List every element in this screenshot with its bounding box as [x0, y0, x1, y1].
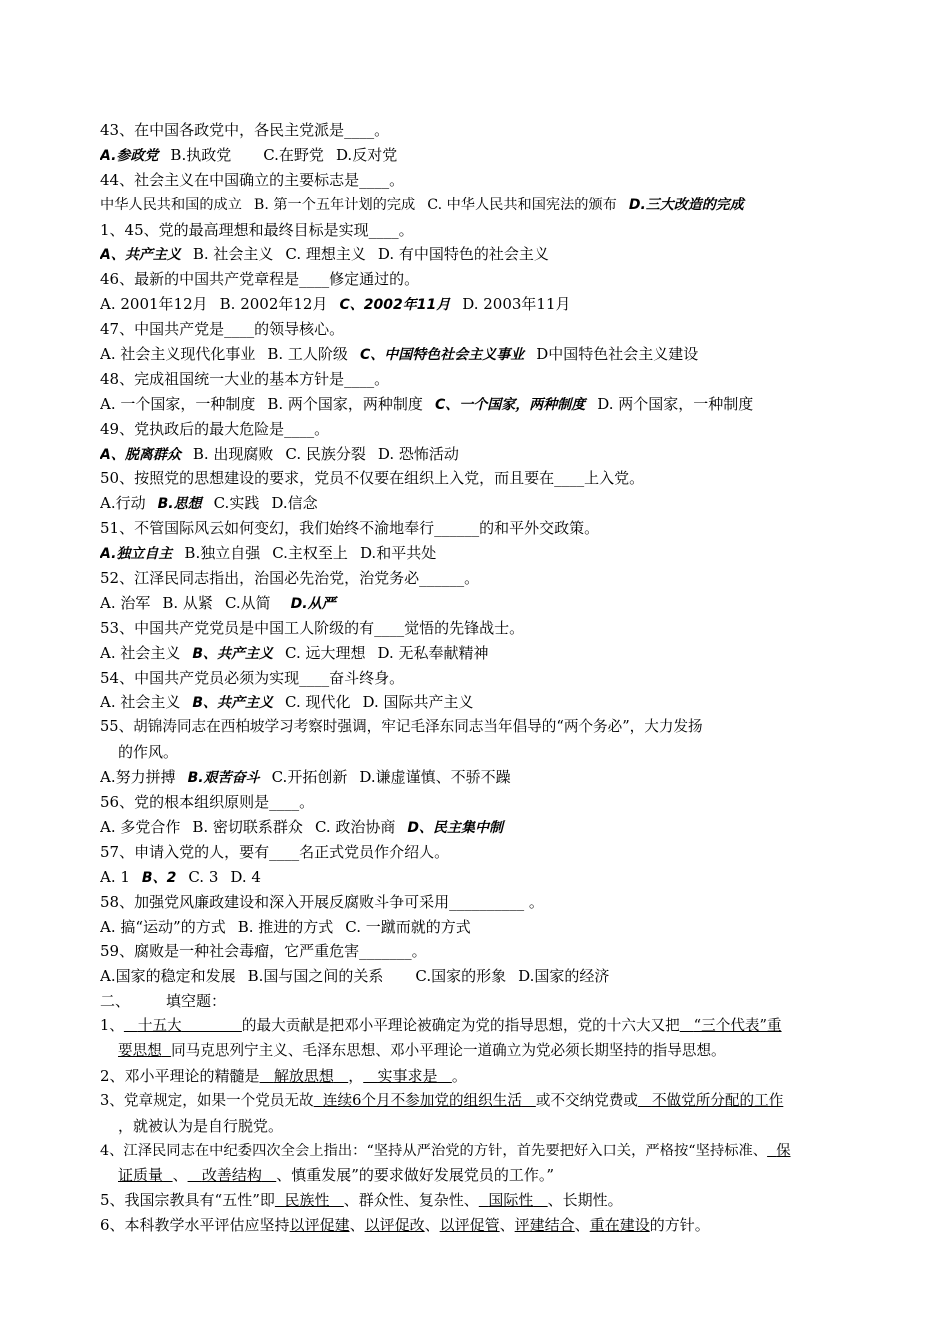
fill-4-cont: [100, 1163, 860, 1188]
option: C. 现代化: [285, 693, 351, 712]
option: D.国家的经济: [518, 967, 610, 986]
fill-answer: [479, 1191, 548, 1209]
options-48: [100, 392, 860, 417]
option: 中华人民共和国的成立: [100, 196, 242, 213]
option: C.国家的形象: [415, 967, 507, 986]
option: B. 推进的方式: [237, 917, 334, 936]
fill-answer-text: 解放思想: [273, 1066, 334, 1085]
fill-text: 的方针。: [649, 1216, 710, 1235]
question-text: 59、腐败是一种社会毒瘤，它严重危害_______。: [100, 942, 427, 961]
option: D.反对党: [335, 145, 398, 164]
answer-option: C、一个国家，两种制度: [434, 396, 586, 413]
separator: 、: [574, 1216, 590, 1235]
fill-3-cont: [100, 1114, 860, 1139]
options-53: [100, 641, 860, 666]
option: B. 工人阶级: [267, 345, 348, 364]
fill-answer: [124, 1017, 242, 1034]
fill-4: [100, 1139, 860, 1164]
option: A. 搞“运动”的方式: [100, 917, 226, 936]
question-text: 1、45、党的最高理想和最终目标是实现____。: [100, 220, 414, 239]
options-54: [100, 690, 860, 715]
question-text: 47、中国共产党是____的领导核心。: [100, 320, 345, 339]
option: B. 出现腐败: [192, 444, 274, 463]
option: D. 2003年11月: [462, 295, 571, 314]
question-51: [100, 516, 860, 541]
question-58: [100, 890, 860, 915]
option: D. 国际共产主义: [362, 693, 474, 712]
option: C.主权至上: [272, 544, 348, 563]
question-49: [100, 417, 860, 442]
answer-option: B.艰苦奋斗: [187, 770, 260, 787]
option: A. 社会主义现代化事业: [100, 345, 256, 364]
options-43: [100, 143, 860, 168]
option: C. 中华人民共和国宪法的颁布: [427, 196, 617, 213]
option: C. 远大理想: [285, 643, 366, 662]
question-45: [100, 218, 860, 243]
options-51: [100, 541, 860, 566]
fill-answer: [118, 1166, 173, 1184]
option: C.开拓创新: [271, 768, 348, 787]
options-56: [100, 815, 860, 840]
option: C.在野党: [263, 145, 324, 164]
answer-option: A、共产主义: [100, 247, 181, 264]
fill-answer-text: 要思想: [118, 1041, 162, 1059]
question-text: 51、不管国际风云如何变幻，我们始终不渝地奉行______的和平外交政策。: [100, 519, 600, 538]
option: D.谦虚谨慎、不骄不躁: [359, 768, 511, 787]
fill-text: 江泽民同志在中纪委四次全会上指出：“坚持从严治党的方针，首先要把好入口关，严格按“坚持标准、: [123, 1142, 768, 1159]
option: B. 密切联系群众: [192, 817, 303, 836]
option: C.从简: [224, 593, 271, 612]
fill-5: [100, 1188, 860, 1213]
fill-answer-text: 民族性: [284, 1191, 330, 1210]
fill-1: [100, 1014, 860, 1039]
option: A.行动: [100, 494, 146, 513]
option: B.独立自强: [184, 544, 261, 563]
option: C.实践: [213, 494, 260, 513]
option: B. 2002年12月: [219, 295, 328, 314]
question-text: 48、完成祖国统一大业的基本方针是____。: [100, 369, 390, 388]
option: D.和平共处: [359, 544, 437, 563]
fill-text: 或不交纳党费或: [535, 1091, 639, 1109]
document-body: [100, 118, 860, 1238]
fill-answer: 重在建设: [589, 1216, 650, 1235]
options-47: [100, 342, 860, 367]
question-47: [100, 317, 860, 342]
fill-text: 本科教学水平评估应坚持: [124, 1216, 290, 1235]
answer-option: B、共产主义: [192, 695, 274, 712]
options-55: [100, 765, 860, 790]
question-53: [100, 616, 860, 641]
options-58: [100, 915, 860, 940]
question-52: [100, 566, 860, 591]
item-number: 3、: [100, 1091, 124, 1109]
options-57: [100, 865, 860, 890]
fill-answer-text: 十五大: [137, 1017, 182, 1035]
question-text: 49、党执政后的最大危险是____。: [100, 419, 330, 438]
fill-text: ，: [348, 1066, 364, 1085]
options-44: [100, 193, 860, 218]
question-text: 44、社会主义在中国确立的主要标志是____。: [100, 170, 405, 189]
section-number: 二、: [100, 992, 131, 1011]
answer-option: C、中国特色社会主义事业: [359, 347, 525, 364]
fill-answer-text: “三个代表”重: [693, 1017, 782, 1035]
item-number: 5、: [100, 1191, 125, 1210]
question-text: 50、按照党的思想建设的要求，党员不仅要在组织上入党，而且要在____上入党。: [100, 469, 645, 488]
option: A. 治军: [100, 593, 151, 612]
question-text: 53、中国共产党党员是中国工人阶级的有____觉悟的先锋战士。: [100, 618, 525, 637]
option: A. 社会主义: [100, 643, 181, 662]
option: C. 政治协商: [314, 817, 396, 836]
question-56: [100, 790, 860, 815]
option: A. 一个国家，一种制度: [100, 394, 256, 413]
options-46: [100, 292, 860, 317]
answer-option: A、脱离群众: [100, 446, 181, 463]
fill-answer-text: 保: [776, 1142, 791, 1159]
answer-option: D.从严: [290, 595, 336, 612]
fill-text: 、慎重发展”的要求做好发展党员的工作。”: [276, 1166, 555, 1185]
fill-text: 我国宗教具有“五性”即: [124, 1191, 275, 1210]
question-text: 43、在中国各政党中，各民主党派是____。: [100, 121, 390, 139]
answer-option: D.三大改造的完成: [628, 196, 744, 213]
question-48: [100, 367, 860, 392]
option: B. 第一个五年计划的完成: [253, 196, 416, 213]
question-55: [100, 715, 860, 740]
question-text: 57、申请入党的人，要有____名正式党员作介绍人。: [100, 842, 450, 861]
fill-6: [100, 1213, 860, 1238]
question-43: [100, 118, 860, 143]
question-text-cont: 的作风。: [118, 743, 179, 762]
answer-option: B、2: [141, 869, 177, 886]
option: A. 多党合作: [100, 817, 181, 836]
question-text: 52、江泽民同志指出，治国必先治党，治党务必______。: [100, 569, 480, 588]
option: A.努力拼搏: [100, 768, 176, 787]
option: D. 两个国家，一种制度: [597, 394, 754, 413]
fill-text: 、长期性。: [547, 1191, 623, 1210]
option: D. 4: [230, 867, 261, 886]
option: B.国与国之间的关系: [247, 967, 384, 986]
option: A. 1: [100, 867, 130, 886]
question-46: [100, 267, 860, 292]
separator: 、: [499, 1216, 515, 1235]
options-59: [100, 964, 860, 989]
fill-text: 、: [172, 1166, 188, 1185]
question-text: 55、胡锦涛同志在西柏坡学习考察时强调，牢记毛泽东同志当年倡导的“两个务必”，大力发扬: [100, 718, 703, 736]
fill-answer: [275, 1191, 344, 1209]
separator: 、: [424, 1216, 440, 1235]
option: C. 理想主义: [285, 245, 366, 264]
question-55-cont: [100, 740, 860, 765]
option: D. 无私奉献精神: [377, 643, 489, 662]
fill-answer-text: 实事求是: [377, 1066, 438, 1085]
fill-3: [100, 1089, 860, 1114]
option: D. 有中国特色的社会主义: [377, 245, 549, 264]
option: B. 两个国家，两种制度: [267, 394, 423, 413]
question-57: [100, 840, 860, 865]
answer-option: D、民主集中制: [407, 819, 504, 836]
option: C. 民族分裂: [285, 444, 366, 463]
option: A. 社会主义: [100, 693, 181, 712]
options-50: [100, 491, 860, 516]
fill-answer: 以评促建: [289, 1216, 350, 1235]
question-text: 56、党的根本组织原则是____。: [100, 793, 315, 812]
option: D中国特色社会主义建设: [536, 345, 699, 364]
fill-text: 同马克思列宁主义、毛泽东思想、邓小平理论一道确立为党必须长期坚持的指导思想。: [171, 1041, 726, 1059]
fill-text: 邓小平理论的精髓是: [124, 1066, 260, 1085]
answer-option: C、2002年11月: [339, 297, 451, 314]
fill-answer: [118, 1042, 171, 1059]
option: C. 3: [188, 867, 219, 886]
fill-answer: 评建结合: [514, 1216, 575, 1235]
question-text: 46、最新的中国共产党章程是____修定通过的。: [100, 270, 420, 289]
answer-option: A.独立自主: [100, 546, 173, 563]
answer-option: B、共产主义: [192, 645, 274, 662]
item-number: 1、: [100, 1017, 124, 1035]
fill-answer: [314, 1092, 536, 1109]
fill-text: 、群众性、复杂性、: [343, 1191, 479, 1210]
fill-answer-text: 不做党所分配的工作: [651, 1091, 784, 1109]
fill-answer: 以评促管: [439, 1216, 500, 1235]
question-text: 54、中国共产党员必须为实现____奋斗终身。: [100, 668, 405, 687]
answer-option: B.思想: [157, 496, 202, 513]
question-50: [100, 466, 860, 491]
item-number: 4、: [100, 1142, 124, 1159]
question-59: [100, 939, 860, 964]
fill-text: 党章规定，如果一个党员无故: [123, 1091, 314, 1109]
question-54: [100, 666, 860, 691]
question-44: [100, 168, 860, 193]
option: A.国家的稳定和发展: [100, 967, 236, 986]
option: C. 一蹴而就的方式: [345, 917, 471, 936]
option: B. 社会主义: [192, 245, 274, 264]
fill-answer-text: 连续6个月不参加党的组织生活: [322, 1091, 522, 1109]
fill-answer: [638, 1092, 783, 1109]
item-number: 2、: [100, 1066, 125, 1085]
option: B.执政党: [170, 145, 232, 164]
section-title: 填空题：: [166, 992, 227, 1011]
fill-text: 的最大贡献是把邓小平理论被确定为党的指导思想，党的十六大又把: [241, 1017, 680, 1035]
fill-answer: [363, 1067, 452, 1085]
fill-answer-text: 改善结构: [201, 1166, 262, 1185]
section-heading: [100, 989, 860, 1014]
question-text: 58、加强党风廉政建设和深入开展反腐败斗争可采用__________ 。: [100, 892, 544, 911]
fill-answer-text: 国际性: [488, 1191, 534, 1210]
fill-answer-text: 证质量: [118, 1166, 164, 1185]
separator: 、: [349, 1216, 365, 1235]
fill-1-cont: [100, 1039, 860, 1064]
fill-answer: [680, 1017, 782, 1034]
fill-answer: 以评促改: [364, 1216, 425, 1235]
options-49: [100, 442, 860, 467]
fill-answer: [260, 1067, 349, 1085]
fill-answer: [188, 1166, 277, 1184]
option: D. 恐怖活动: [377, 444, 459, 463]
fill-text: ，就被认为是自行脱党。: [118, 1116, 284, 1135]
option: A. 2001年12月: [100, 295, 208, 314]
item-number: 6、: [100, 1216, 125, 1235]
option: D.信念: [271, 494, 318, 513]
answer-option: A.参政党: [100, 147, 159, 164]
option: B. 从紧: [162, 593, 213, 612]
fill-2: [100, 1064, 860, 1089]
options-52: [100, 591, 860, 616]
fill-answer: [767, 1143, 790, 1159]
fill-text: 。: [451, 1066, 467, 1085]
options-45: [100, 242, 860, 267]
